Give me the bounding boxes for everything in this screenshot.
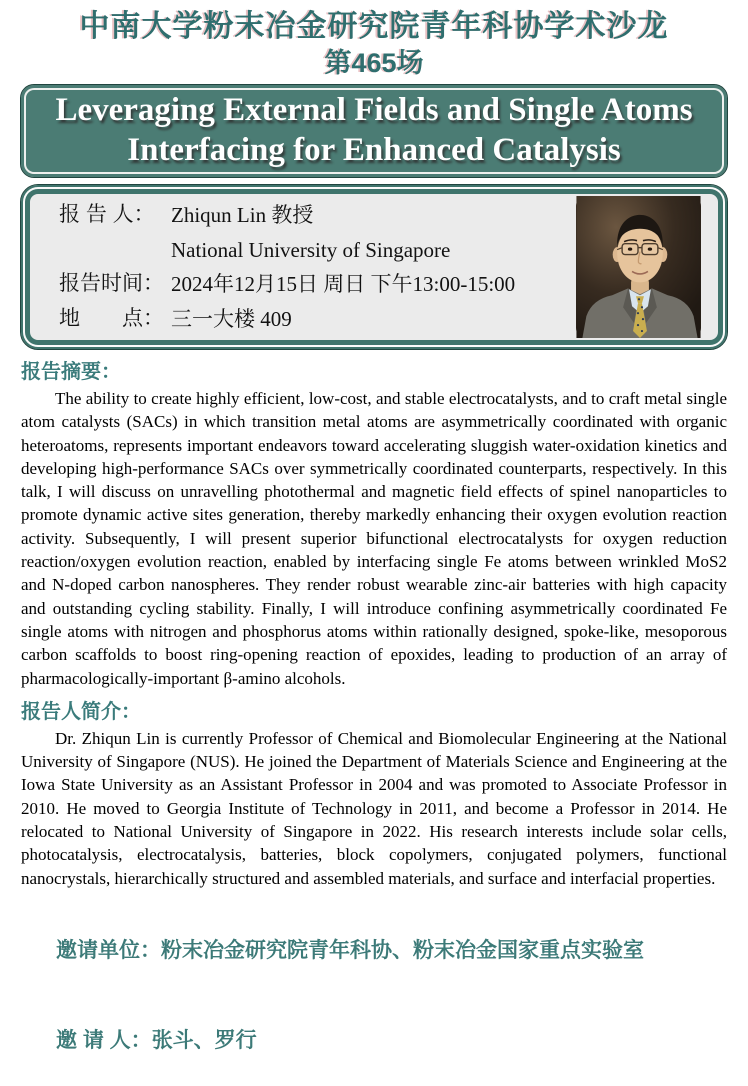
session-number: 第465场 — [324, 48, 424, 78]
lecture-location: 三一大楼 409 — [171, 306, 292, 331]
speaker-info-box — [20, 184, 728, 350]
speaker-label: 报 告 人： — [59, 203, 155, 226]
abstract-text: The ability to create highly efficient, low-cost, and stable electrocatalysts, and to craft metal single atom catalysts (SACs) in which transition metal atoms are asymmetrically coordinated with organic heteroatoms, represents important endeavors toward accelerating sluggish water-oxidation kinetics and developing high-performance SACs over symmetrically coordinated counterparts, respectively. In this talk, I will discuss on unravelling photothermal and magnetic field effects of spinel nanoparticles to promote dynamic active sites generation, thereby markedly enhancing their oxygen evolution reaction activity. Subsequently, I will present superior bifunctional electrocatalysts for oxygen reduction reaction/oxygen evolution reaction, enabled by interfacing single Fe atoms between wrinkled MoS2 and N-doped carbon nanospheres. They render robust wearable zinc-air batteries with high capacity and outstanding cycling stability. Finally, I will introduce confining asymmetrically coordinated Fe single atoms with nitrogen and phosphorus atoms within rationally designed, spoke-like, mesoporous carbon scaffolds to boost ring-opening reaction of epoxides, leading to production of an array of pharmacologically-important β-amino alcohols. — [21, 389, 727, 688]
host-value: 粉末冶金研究院青年科协、粉末冶金国家重点实验室 — [161, 938, 645, 962]
abstract-heading: 报告摘要： — [21, 361, 121, 383]
host-line — [21, 906, 727, 996]
poster-footer — [0, 906, 748, 1086]
series-title: 中南大学粉末冶金研究院青年科协学术沙龙 — [79, 10, 669, 43]
host-label: 邀请单位： — [56, 938, 162, 962]
location-label: 地 点： — [59, 306, 164, 330]
time-label: 报告时间： — [59, 272, 164, 296]
speaker-affiliation: National University of Singapore — [171, 237, 451, 262]
bio-section — [0, 699, 748, 890]
affiliation-label-spacer — [59, 235, 171, 265]
poster-header — [0, 0, 748, 80]
speaker-photo — [576, 196, 701, 338]
abstract-section — [0, 359, 748, 690]
bio-heading: 报告人简介： — [21, 700, 141, 723]
inviter-label: 邀 请 人： — [56, 1028, 152, 1052]
inviter-value: 张斗、罗行 — [151, 1028, 257, 1052]
lecture-title-line2: Interfacing for Enhanced Catalysis — [127, 132, 621, 168]
info-row-location — [59, 304, 562, 334]
inviter-line — [21, 996, 727, 1086]
bio-text: Dr. Zhiqun Lin is currently Professor of Chemical and Biomolecular Engineering at the National University of Singapore (NUS). He joined the Department of Materials Science and Engineering at the Iowa State University as an Assistant Professor in 2004 and was promoted to Associate Professor in 2010. He moved to Georgia Institute of Technology in 2011, and become a Professor in 2014. He relocated to National University of Singapore in 2022. His research interests include solar cells, photocatalysis, electrocatalysis, batteries, block copolymers, conjugated polymers, functional nanocrystals, hierarchically structured and assembled materials, and surface and interfacial properties. — [21, 728, 727, 888]
speaker-info-rows — [59, 200, 562, 334]
lecture-title-banner — [20, 84, 728, 178]
info-row-affiliation — [59, 235, 562, 265]
lecture-title-line1: Leveraging External Fields and Single Atoms — [55, 92, 693, 128]
info-row-time — [59, 269, 562, 299]
lecture-time: 2024年12月15日 周日 下午13:00-15:00 — [171, 272, 516, 297]
speaker-portrait-illustration — [576, 196, 701, 338]
info-row-speaker — [59, 200, 562, 230]
speaker-name: Zhiqun Lin 教授 — [171, 203, 314, 227]
